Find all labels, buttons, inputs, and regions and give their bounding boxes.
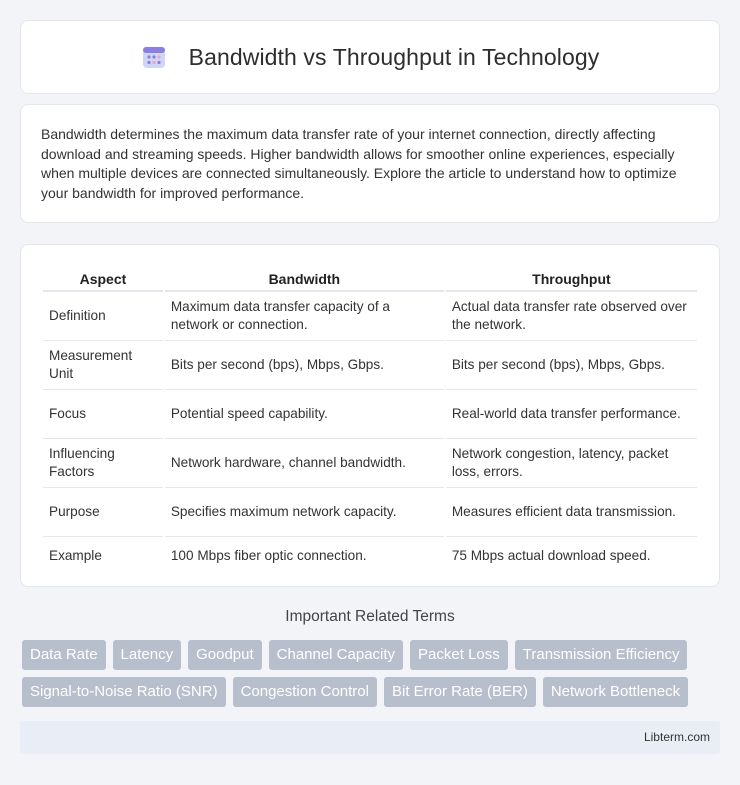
cell-bandwidth: Network hardware, channel bandwidth.: [165, 439, 444, 488]
cell-throughput: 75 Mbps actual download speed.: [451, 548, 651, 563]
tag-snr[interactable]: Signal-to-Noise Ratio (SNR): [22, 677, 226, 707]
cell-throughput: Actual data transfer rate observed over the network.: [446, 292, 697, 341]
tag-goodput[interactable]: Goodput: [188, 640, 262, 670]
cell-throughput: Measures efficient data transmission.: [446, 488, 697, 537]
tag-congestion-control[interactable]: Congestion Control: [233, 677, 377, 707]
cell-aspect: Purpose: [43, 488, 163, 537]
cell-bandwidth: 100 Mbps fiber optic connection.: [170, 548, 367, 563]
tag-network-bottleneck[interactable]: Network Bottleneck: [543, 677, 688, 707]
table-row: [43, 341, 697, 390]
intro-text: Bandwidth determines the maximum data transfer rate of your internet connection, directly affecting download and streaming speeds. Higher bandwidth allows for smoother online experiences, especially when multiple devices are connected simultaneously. Explore the article to understand how to optimize your bandwidth for improved performance.: [41, 126, 677, 201]
footer-site-link[interactable]: Libterm.com: [643, 730, 710, 744]
cell-aspect: Definition: [43, 292, 163, 341]
cell-throughput: Network congestion, latency, packet loss, errors.: [446, 439, 697, 488]
cell-bandwidth: Specifies maximum network capacity.: [165, 488, 444, 537]
cell-aspect: Focus: [43, 390, 163, 439]
header-bandwidth: Bandwidth: [165, 265, 444, 292]
footer: [20, 721, 720, 754]
table-row: [43, 390, 697, 439]
related-terms-title: Important Related Terms: [285, 608, 455, 625]
cell-throughput: Real-world data transfer performance.: [446, 390, 697, 439]
intro-card: [20, 104, 720, 223]
cell-aspect: Influencing Factors: [43, 439, 163, 488]
cell-bandwidth: Potential speed capability.: [165, 390, 444, 439]
table-row: [43, 537, 697, 575]
cell-throughput: Bits per second (bps), Mbps, Gbps.: [446, 341, 697, 390]
tag-transmission-efficiency[interactable]: Transmission Efficiency: [515, 640, 688, 670]
table-header-row: [43, 265, 697, 292]
cell-bandwidth: Maximum data transfer capacity of a network or connection.: [165, 292, 444, 341]
table-row: [43, 439, 697, 488]
cell-bandwidth: Bits per second (bps), Mbps, Gbps.: [165, 341, 444, 390]
calendar-icon: [141, 44, 167, 70]
page-title: Bandwidth vs Throughput in Technology: [188, 43, 600, 70]
tag-latency[interactable]: Latency: [113, 640, 182, 670]
table-row: [43, 488, 697, 537]
cell-aspect: Measurement Unit: [43, 341, 163, 390]
related-terms-list: [22, 640, 722, 707]
table-row: [43, 292, 697, 341]
cell-aspect: Example: [49, 548, 102, 563]
tag-packet-loss[interactable]: Packet Loss: [410, 640, 508, 670]
comparison-table: [41, 265, 699, 575]
tag-data-rate[interactable]: Data Rate: [22, 640, 106, 670]
header-aspect: Aspect: [43, 265, 163, 292]
tag-ber[interactable]: Bit Error Rate (BER): [384, 677, 536, 707]
header-card: [20, 20, 720, 94]
header-throughput: Throughput: [446, 265, 697, 292]
comparison-table-card: [20, 244, 720, 587]
tag-channel-capacity[interactable]: Channel Capacity: [269, 640, 403, 670]
